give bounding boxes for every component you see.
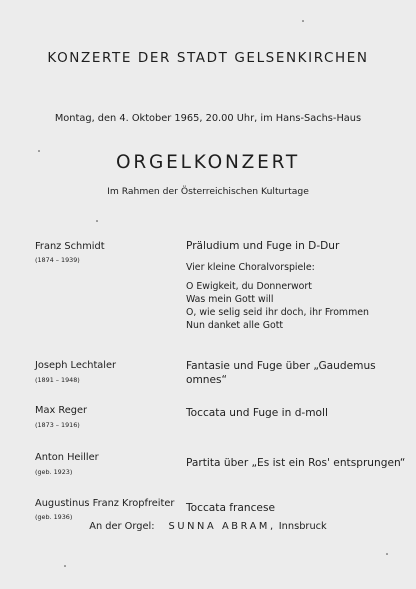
composer-dates: (geb. 1923) xyxy=(35,468,73,476)
composer-dates: (1891 – 1948) xyxy=(35,376,80,384)
composer-name: Anton Heiller xyxy=(35,452,99,463)
composer-dates: (1874 – 1939) xyxy=(35,256,80,264)
choral-prelude-item: O, wie selig seid ihr doch, ihr Frommen xyxy=(186,307,369,318)
paper-speck xyxy=(38,150,40,152)
paper-speck xyxy=(302,20,304,22)
concert-subtitle: Im Rahmen der Österreichischen Kulturtage xyxy=(107,186,309,197)
composer-dates: (1873 – 1916) xyxy=(35,421,80,429)
work-title: Partita über „Es ist ein Ros' entsprungen“ xyxy=(186,457,406,469)
choral-prelude-item: Nun danket alle Gott xyxy=(186,320,284,331)
organist-label: An der Orgel: xyxy=(89,521,155,532)
organist-name: SUNNA ABRAM, xyxy=(168,521,276,532)
composer-dates: (geb. 1936) xyxy=(35,513,73,521)
work-title: Toccata francese xyxy=(186,502,275,514)
composer-name: Franz Schmidt xyxy=(35,241,105,252)
composer-name: Augustinus Franz Kropfreiter xyxy=(35,498,175,509)
organist-place: Innsbruck xyxy=(278,521,327,532)
organist-line xyxy=(0,521,416,532)
work-title: Präludium und Fuge in D-Dur xyxy=(186,240,340,252)
choral-preludes-heading: Vier kleine Choralvorspiele: xyxy=(186,262,315,273)
choral-prelude-item: O Ewigkeit, du Donnerwort xyxy=(186,281,312,292)
paper-speck xyxy=(64,565,66,567)
series-header: KONZERTE DER STADT GELSENKIRCHEN xyxy=(47,50,369,66)
paper-speck xyxy=(96,220,98,222)
concert-title: ORGELKONZERT xyxy=(115,152,301,173)
composer-name: Joseph Lechtaler xyxy=(35,360,117,371)
date-line: Montag, den 4. Oktober 1965, 20.00 Uhr, im Hans-Sachs-Haus xyxy=(54,113,362,124)
composer-name: Max Reger xyxy=(35,405,88,416)
work-title-continued: omnes“ xyxy=(186,374,228,386)
work-title: Toccata und Fuge in d-moll xyxy=(186,407,328,419)
choral-prelude-item: Was mein Gott will xyxy=(186,294,274,305)
work-title: Fantasie und Fuge über „Gaudemus xyxy=(186,360,376,372)
paper-speck xyxy=(386,553,388,555)
